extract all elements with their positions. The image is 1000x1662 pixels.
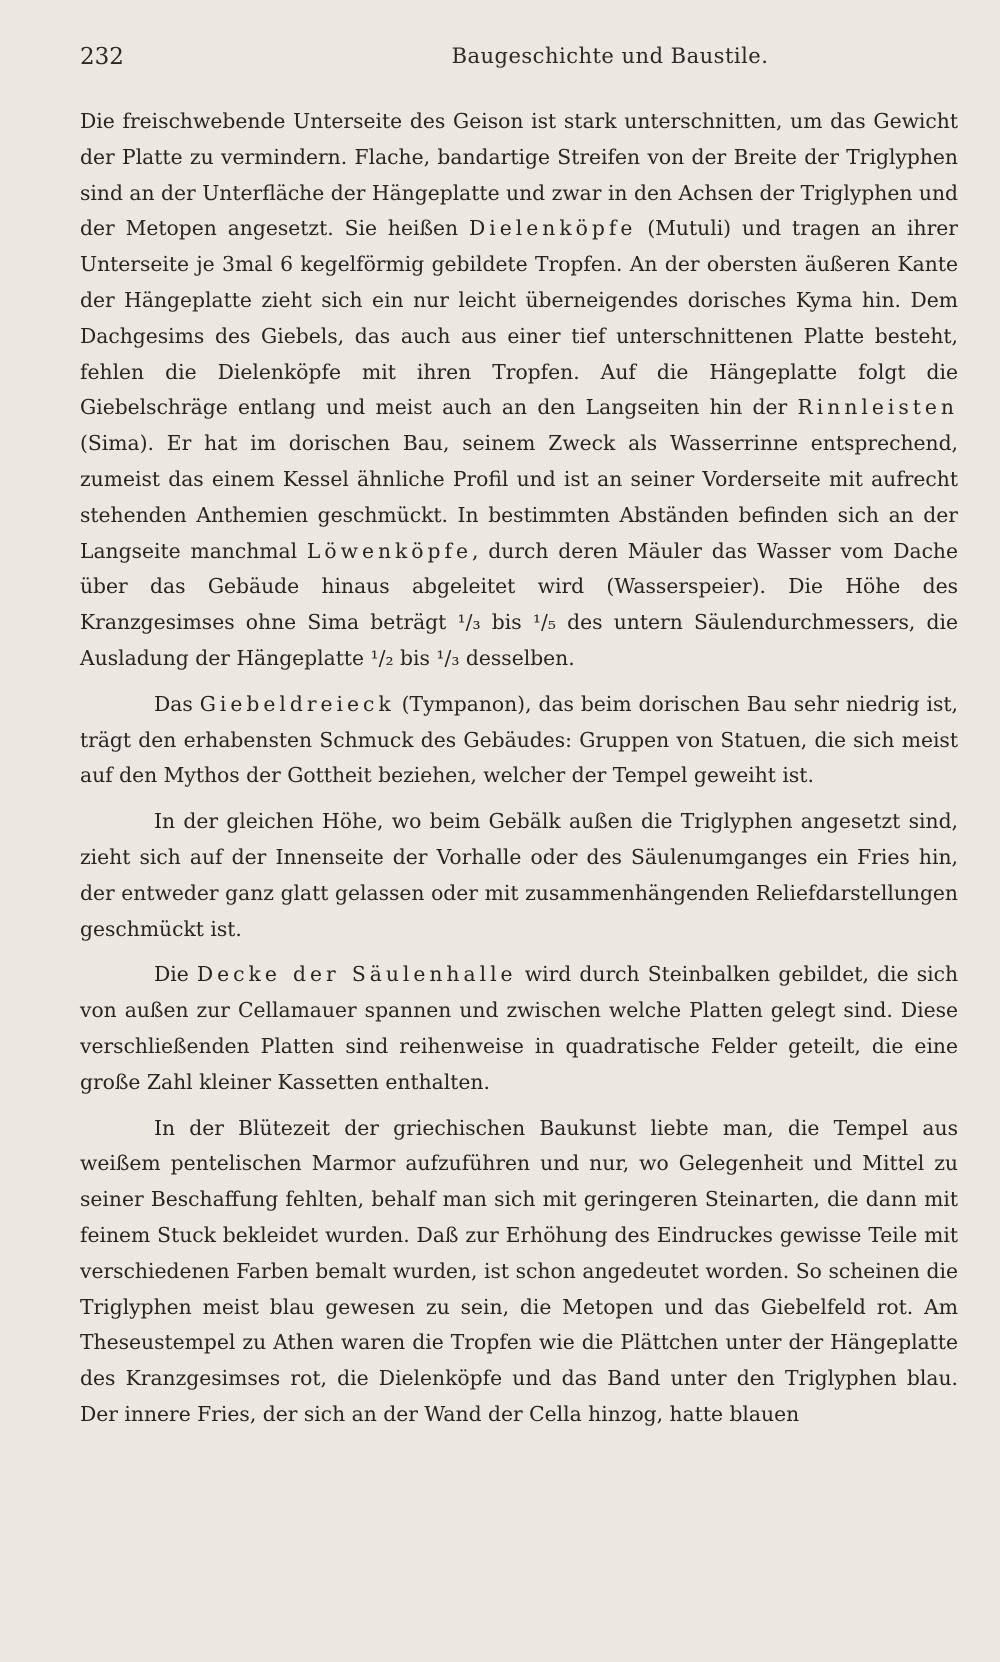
running-title: Baugeschichte und Baustile. (451, 44, 769, 68)
paragraph-frieze (80, 804, 958, 947)
text-run: (Tympanon), das beim dorischen Bau sehr niedrig ist, trägt den erhabensten Schmuck des Gebäudes: Gruppen von Statuen, die sich meist auf den Mythos der Gottheit beziehen, welcher der Tempel geweiht ist. (80, 691, 958, 788)
emphasized-term: Giebeldreieck (199, 691, 395, 716)
paragraph-pediment (80, 687, 958, 794)
emphasized-term: Rinnleisten (797, 395, 958, 420)
emphasized-term: Decke der Säulenhalle (196, 962, 517, 987)
emphasized-term: Dielenköpfe (469, 216, 637, 241)
emphasized-term: Löwenköpfe (306, 538, 473, 563)
text-run: Das (154, 691, 200, 716)
text-run: wird durch Steinbalken gebildet, die sich von außen zur Cellamauer spannen und zwischen welche Platten gelegt sind. Diese verschließenden Platten sind reihenweise in quadratische Felder geteilt, die eine große Zahl kleiner Kassetten enthalten. (80, 962, 959, 1094)
text-run: (Sima). Er hat im dorischen Bau, seinem Zweck als Wasserrinne entsprechend, zumeist das einem Kessel ähnliche Profil und ist an seiner Vorderseite mit aufrecht stehenden Anthemien geschmückt. In bestimmten Abständen befinden sich an der Langseite manchmal (80, 431, 958, 563)
text-run: Die freischwebende Unterseite des Geison ist stark unterschnitten, um das Gewicht der Platte zu vermindern. Flache, bandartige Streifen von der Breite der Triglyphen sind an der Unterfläche der Hängeplatte und zwar in den Achsen der Triglyphen und der Metopen angesetzt. Sie heißen (80, 109, 958, 241)
paragraph-entablature (80, 104, 958, 677)
body-text (80, 104, 958, 1433)
text-run: In der gleichen Höhe, wo beim Gebälk außen die Triglyphen angesetzt sind, zieht sich auf der Innenseite der Vorhalle oder des Säulenumganges ein Fries hin, der entweder ganz glatt gelassen oder mit zusammenhängenden Reliefdarstellungen geschmückt ist. (80, 809, 958, 941)
paragraph-ceiling (80, 957, 958, 1100)
text-run: (Mutuli) und tragen an ihrer Unterseite je 3mal 6 kegelförmig gebildete Tropfen. An der obersten äußeren Kante der Hängeplatte zieht sich ein nur leicht überneigendes dorisches Kyma hin. Dem Dachgesims des Giebels, das auch aus einer tief unterschnittenen Platte besteht, fehlen die Dielenköpfe mit ihren Tropfen. Auf die Hängeplatte folgt die Giebelschräge entlang und meist auch an den Langseiten hin der (80, 216, 958, 420)
page-number: 232 (80, 44, 124, 70)
text-run: , durch deren Mäuler das Wasser vom Dache über das Gebäude hinaus abgeleitet wird (Wasserspeier). Die Höhe des Kranzgesimses ohne Sima beträgt ¹/₃ bis ¹/₅ des untern Säulendurchmessers, die Ausladung der Hängeplatte ¹/₂ bis ¹/₃ desselben. (80, 538, 958, 670)
paragraph-materials (80, 1111, 958, 1433)
text-run: Die (154, 962, 197, 987)
page-header (80, 44, 960, 80)
text-run: In der Blütezeit der griechischen Baukunst liebte man, die Tempel aus weißem pentelischen Marmor aufzuführen und nur, wo Gelegenheit und Mittel zu seiner Beschaffung fehlten, behalf man sich mit geringeren Steinarten, die dann mit feinem Stuck bekleidet wurden. Daß zur Erhöhung des Eindruckes gewisse Teile mit verschiedenen Farben bemalt wurden, ist schon angedeutet worden. So scheinen die Triglyphen meist blau gewesen zu sein, die Metopen und das Giebelfeld rot. Am Theseustempel zu Athen waren die Tropfen wie die Plättchen unter der Hängeplatte des Kranzgesimses rot, die Dielenköpfe und das Band unter den Triglyphen blau. Der innere Fries, der sich an der Wand der Cella hinzog, hatte blauen (80, 1115, 958, 1426)
